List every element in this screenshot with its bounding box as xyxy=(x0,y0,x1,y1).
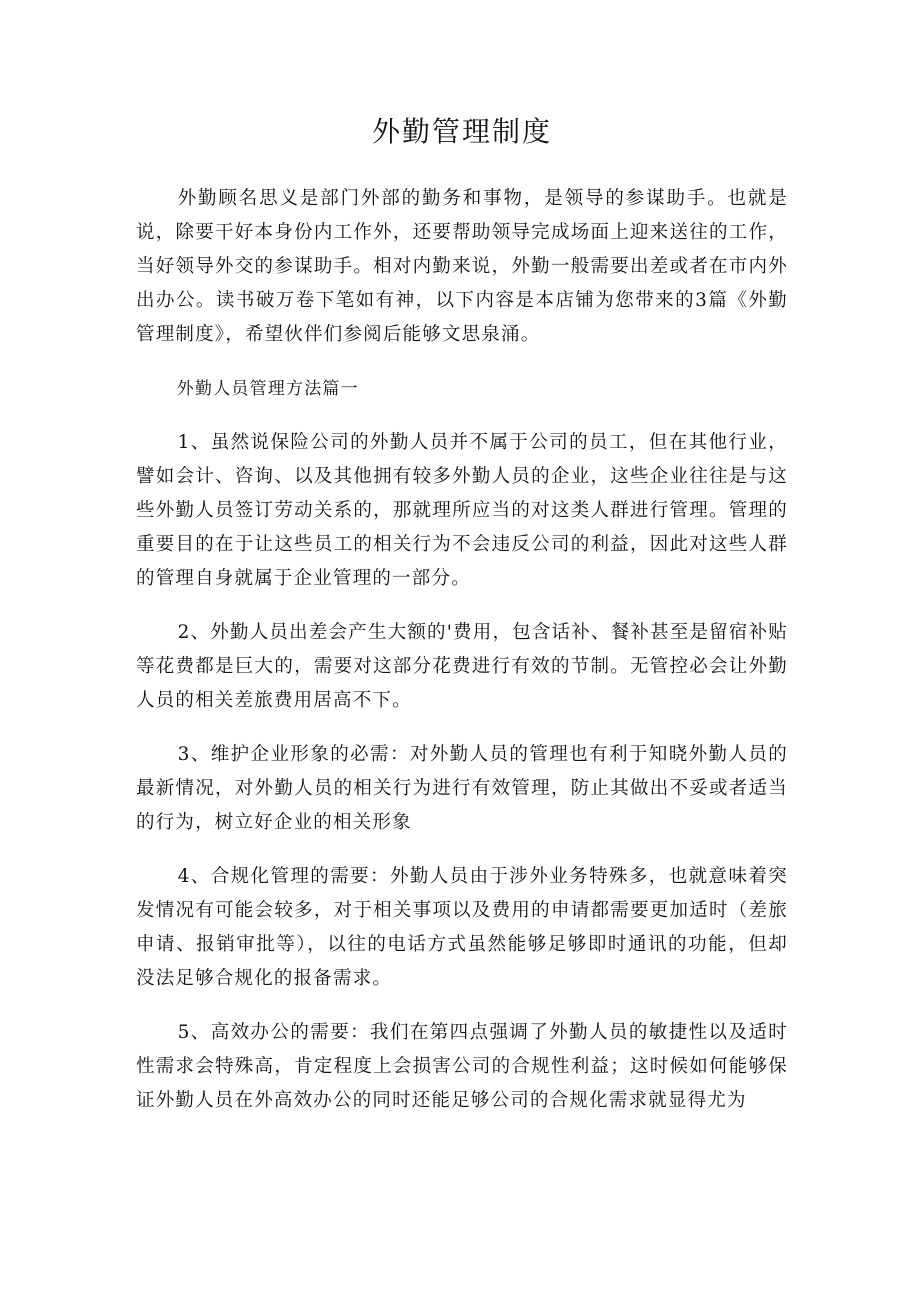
document-title: 外勤管理制度 xyxy=(371,115,552,148)
section-heading: 外勤人员管理方法篇一 xyxy=(176,379,359,399)
list-item-4: 4、合规化管理的需要：外勤人员由于涉外业务特殊多，也就意味着突发情况有可能会较多，对于相关事项以及费用的申请都需要更加适时（差旅申请、报销审批等），以往的电话方式虽然能够足够即时通讯的功能，但却没法足够合规化的报备需求。 xyxy=(136,866,788,989)
list-item-1: 1、虽然说保险公司的外勤人员并不属于公司的员工，但在其他行业，譬如会计、咨询、以及其他拥有较多外勤人员的企业，这些企业往往是与这些外勤人员签订劳动关系的，那就理所应当的对这类人群进行管理。管理的重要目的在于让这些员工的相关行为不会违反公司的利益，因此对这些人群的管理自身就属于企业管理的一部分。 xyxy=(136,432,788,589)
list-item-5: 5、高效办公的需要：我们在第四点强调了外勤人员的敏捷性以及适时性需求会特殊高，肯定程度上会损害公司的合规性利益；这时候如何能够保证外勤人员在外高效办公的同时还能足够公司的合规化需求就显得尤为 xyxy=(136,1022,788,1111)
intro-paragraph: 外勤顾名思义是部门外部的勤务和事物，是领导的参谋助手。也就是说，除要干好本身份内工作外，还要帮助领导完成场面上迎来送往的工作，当好领导外交的参谋助手。相对内勤来说，外勤一般需要出差或者在市内外出办公。读书破万卷下笔如有神，以下内容是本店铺为您带来的3篇《外勤管理制度》，希望伙伴们参阅后能够文思泉涌。 xyxy=(136,188,788,345)
list-item-2: 2、外勤人员出差会产生大额的'费用，包含话补、餐补甚至是留宿补贴等花费都是巨大的，需要对这部分花费进行有效的节制。无管控必会让外勤人员的相关差旅费用居高不下。 xyxy=(136,622,788,711)
list-item-3: 3、维护企业形象的必需：对外勤人员的管理也有利于知晓外勤人员的最新情况，对外勤人员的相关行为进行有效管理，防止其做出不妥或者适当的行为，树立好企业的相关形象 xyxy=(136,744,788,833)
